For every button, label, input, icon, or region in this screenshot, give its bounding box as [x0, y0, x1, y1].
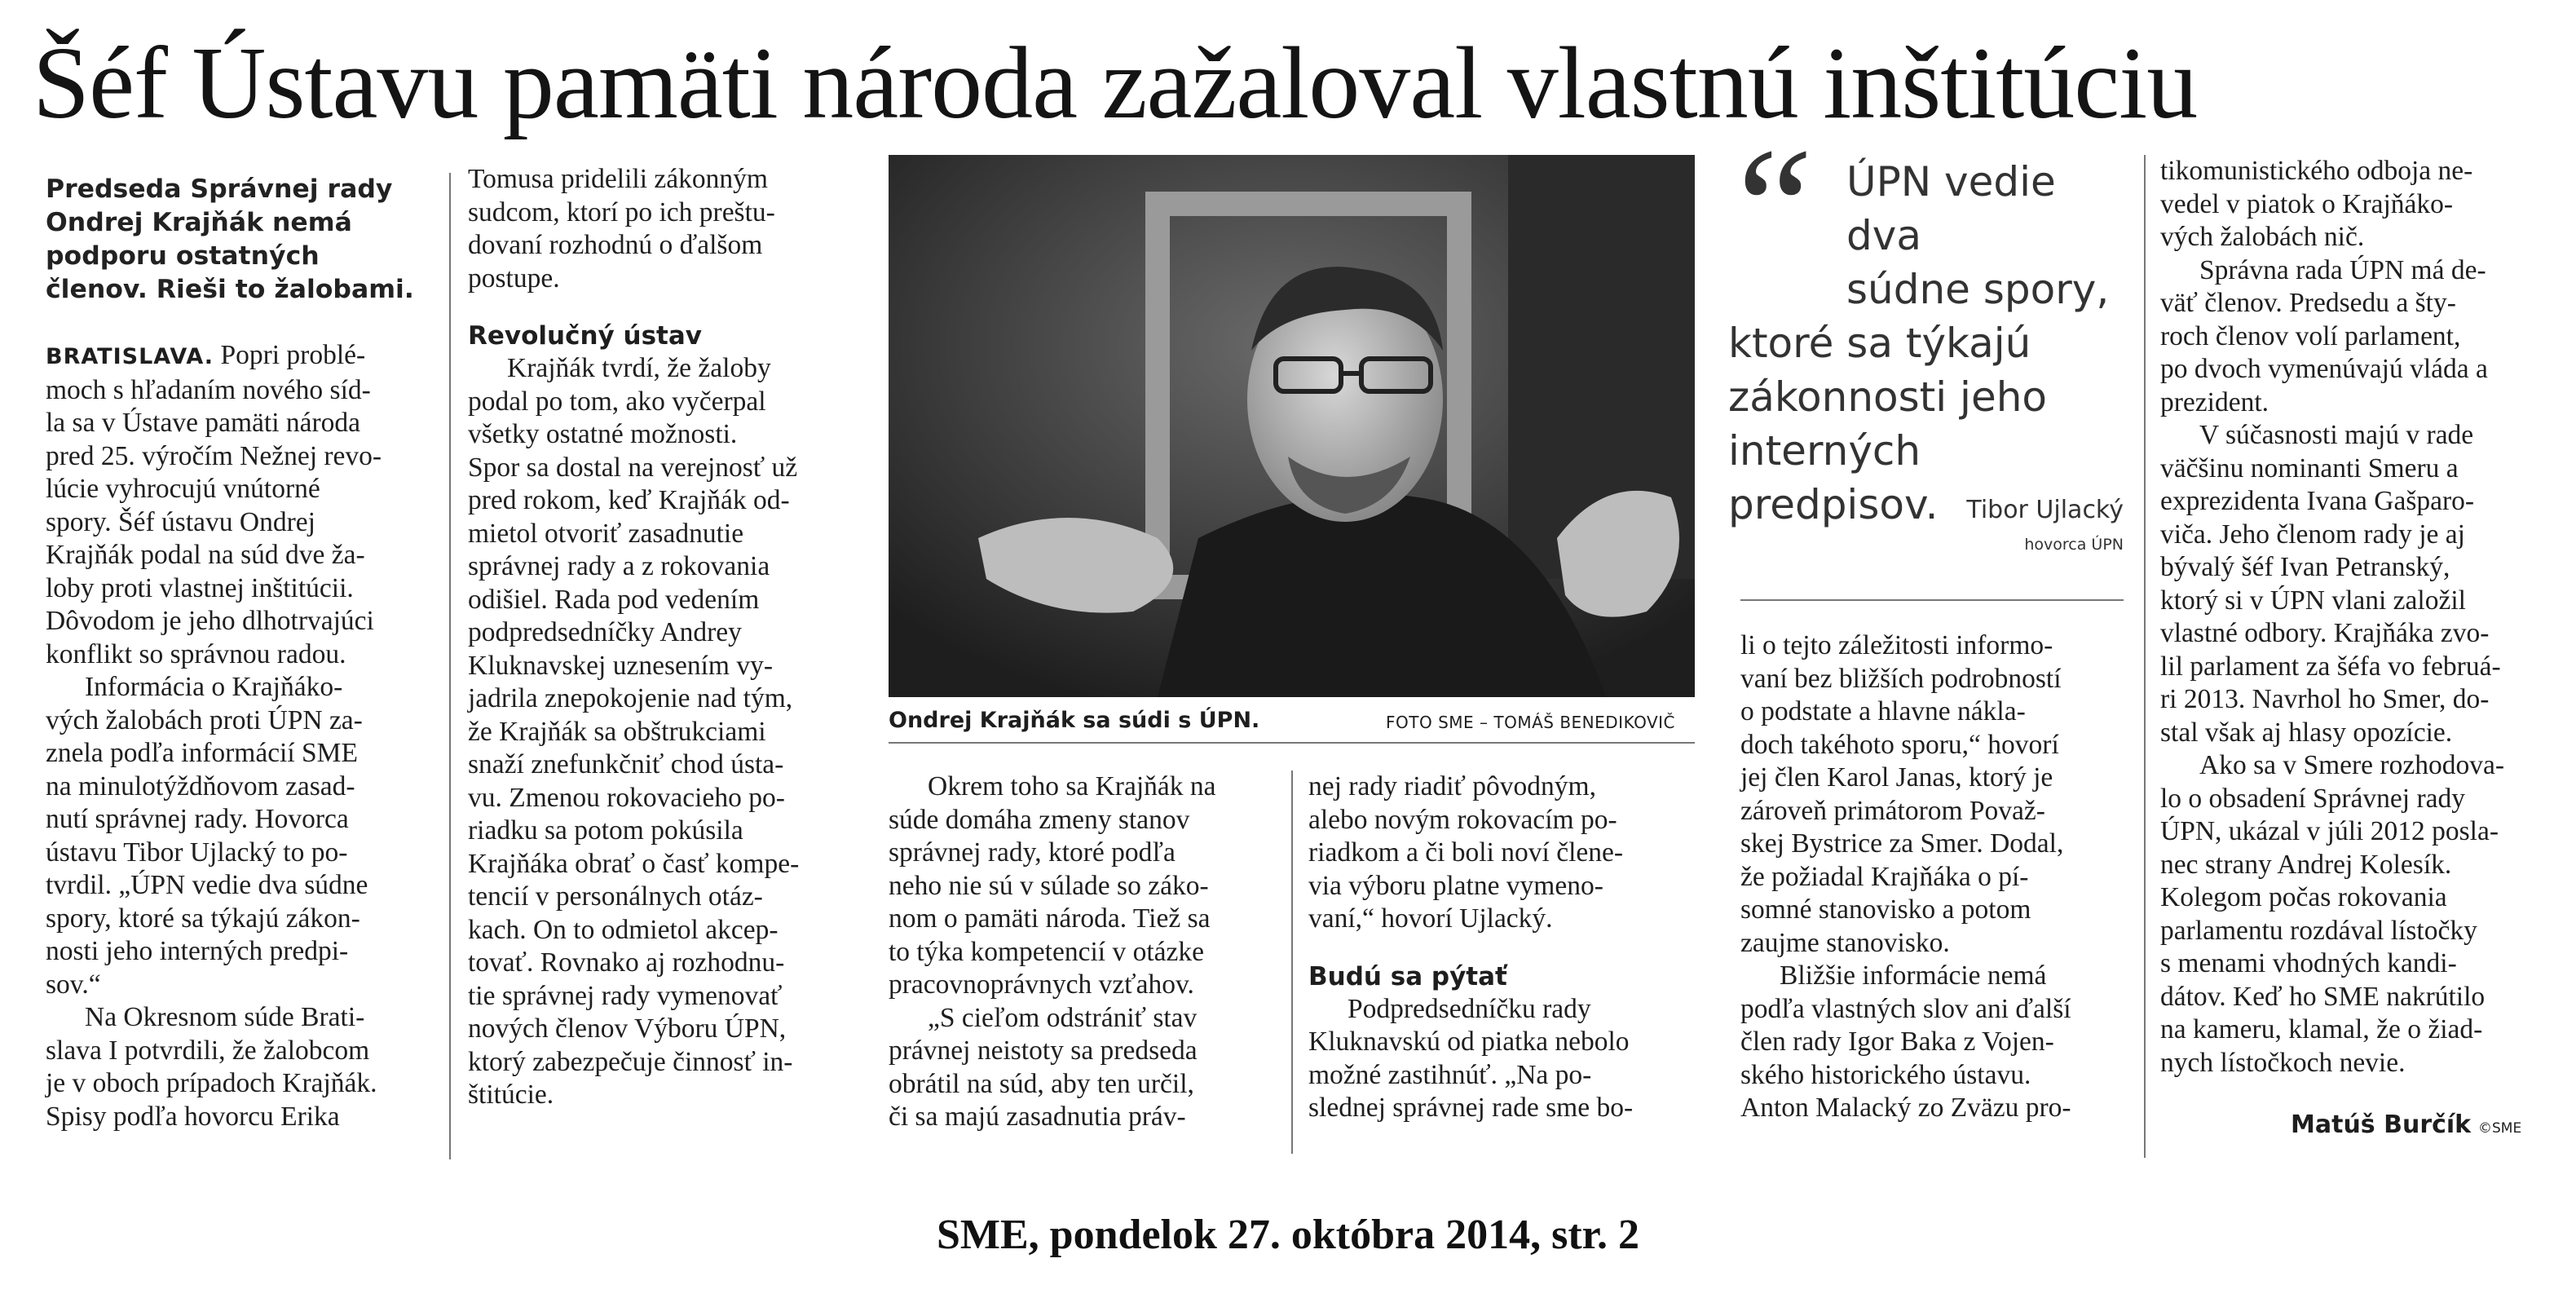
column-divider: [449, 173, 451, 1159]
text-line: „S cieľom odstrániť stav: [928, 1002, 1198, 1033]
copyright: ©SME: [2478, 1120, 2522, 1137]
text-line: možné zastihnúť. „Na po-: [1308, 1059, 1592, 1090]
text-line: Podpredsedníčku rady: [1348, 993, 1591, 1024]
photo-caption: Ondrej Krajňák sa súdi s ÚPN.: [889, 708, 1260, 733]
text-line: na minulotýždňovom zasad-: [46, 771, 355, 801]
text-line: vaní,“ hovorí Ujlacký.: [1308, 903, 1553, 934]
text-line: Krajňák podal na súd dve ža-: [46, 540, 365, 570]
col1-para2-rest: [46, 704, 429, 1002]
text-line: podľa vlastných slov ani ďalší: [1740, 993, 2071, 1024]
text-line: pred 25. výročím Nežnej revo-: [46, 440, 382, 471]
text-line: právnej neistoty sa predseda: [889, 1035, 1198, 1066]
col4-para2: [1308, 993, 1696, 1125]
text-line: via výboru platne vymeno-: [1308, 870, 1603, 901]
text-line: Krajňák tvrdí, že žaloby: [507, 353, 771, 383]
text-line: Na Okresnom súde Brati-: [85, 1002, 365, 1032]
lede-line: Ondrej Krajňák nemá: [46, 208, 352, 237]
col6-para4: [2160, 749, 2547, 1080]
quote-mark-icon: “: [1720, 113, 1815, 302]
text-line: ústavu Tibor Ujlacký to po-: [46, 837, 348, 868]
text-line: V súčasnosti majú v rade: [2199, 420, 2474, 450]
text-line: zaujme stanovisko.: [1740, 927, 1950, 958]
dateline: BRATISLAVA.: [46, 344, 214, 369]
text-line: Kluknavskej uznesením vy-: [468, 650, 773, 681]
text-line: ského historického ústavu.: [1740, 1059, 2031, 1090]
text-line: tencií v personálnych otáz-: [468, 881, 763, 912]
text-line: prezident.: [2160, 386, 2269, 417]
text-line: vaní bez bližších podrobností: [1740, 663, 2062, 694]
column-1: [46, 173, 429, 1133]
col1-para2: [46, 671, 429, 704]
text-line: dátov. Keď ho SME nakrútilo: [2160, 981, 2486, 1012]
column-6: [2160, 155, 2547, 1080]
text-line: stal však aj hlasy opozície.: [2160, 717, 2453, 748]
author-byline: Matúš Burčík: [2291, 1111, 2472, 1139]
text-line: vu. Zmenou rokovacieho po-: [468, 782, 785, 813]
text-line: sov.“: [46, 969, 101, 1000]
caption-rule: [889, 742, 1695, 744]
text-line: po dvoch vymenúvajú vláda a: [2160, 354, 2488, 384]
text-line: spory. Šéf ústavu Ondrej: [46, 506, 315, 537]
subhead-revolucny-ustav: Revolučný ústav: [468, 321, 703, 351]
text-line: Ako sa v Smere rozhodova-: [2199, 750, 2504, 780]
text-line: Kluknavskú od piatka nebolo: [1308, 1027, 1630, 1057]
text-line: slednej správnej rade sme bo-: [1308, 1093, 1634, 1123]
text-line: lo o obsadení Správnej rady: [2160, 783, 2465, 814]
text-line: Anton Malacký zo Zväzu pro-: [1740, 1093, 2071, 1123]
quote-line: ktoré sa týkajú: [1728, 320, 2031, 367]
text-line: Bližšie informácie nemá: [1780, 960, 2047, 991]
text-line: tovať. Rovnako aj rozhodnu-: [468, 947, 785, 978]
portrait-image: [889, 155, 1695, 697]
col6-para1: [2160, 155, 2547, 254]
text-line: znela podľa informácií SME: [46, 738, 358, 768]
text-line: správnej rady, ktoré podľa: [889, 837, 1176, 868]
text-line: podal po tom, ako vyčerpal: [468, 386, 766, 417]
text-line: nec strany Andrej Kolesík.: [2160, 849, 2452, 880]
text-line: nych lístočkoch nevie.: [2160, 1047, 2406, 1078]
text-line: správnej rady a z rokovania: [468, 551, 770, 581]
text-line: podpredsedníčky Andrey: [468, 617, 742, 647]
text-line: exprezidenta Ivana Gašparo-: [2160, 486, 2475, 516]
text-line: s menami vhodných kandi-: [2160, 948, 2457, 978]
text-line: vlastné odbory. Krajňáka zvo-: [2160, 618, 2490, 648]
column-2: [468, 163, 866, 1112]
text-line: sudcom, ktorí po ich preštu-: [468, 196, 775, 227]
text-line: je v oboch prípadoch Krajňák.: [46, 1068, 377, 1098]
col5-para2: [1740, 960, 2128, 1125]
text-line: či sa majú zasadnutia práv-: [889, 1102, 1186, 1132]
quote-line: zákonnosti jeho: [1728, 373, 2047, 421]
column-5: [1740, 629, 2128, 1125]
col6-para3: [2160, 419, 2547, 749]
text-line: slava I potvrdili, že žalobcom: [46, 1035, 370, 1066]
text-line: loby proti vlastnej inštitúcii.: [46, 572, 354, 603]
lede: [46, 173, 429, 307]
quote-author: Tibor Ujlacký: [1966, 496, 2124, 524]
text-line: dovaní rozhodnú o ďalšom: [468, 230, 763, 260]
lede-line: podporu ostatných: [46, 241, 320, 271]
text-line: parlamentu rozdával lístočky: [2160, 915, 2477, 946]
text-line: pracovnoprávnych vzťahov.: [889, 969, 1194, 1000]
text-line: tvrdil. „ÚPN vedie dva súdne: [46, 870, 368, 900]
text-line: li o tejto záležitosti informo-: [1740, 630, 2053, 660]
text-line: skej Bystrice za Smer. Dodal,: [1740, 828, 2064, 859]
text-line: nutí správnej rady. Hovorca: [46, 804, 349, 834]
text-line: vedel v piatok o Krajňáko-: [2160, 188, 2454, 219]
text-line: to týka kompetencií v otázke: [889, 936, 1204, 967]
text-line: ktorý zabezpečuje činnosť in-: [468, 1046, 793, 1077]
text-line: Kolegom počas rokovania: [2160, 882, 2447, 912]
text-line: na kameru, klamal, že o žiad-: [2160, 1014, 2483, 1044]
text-line: Krajňáka obrať o časť kompe-: [468, 848, 800, 879]
headline: Šéf Ústavu pamäti národa zažaloval vlastnú inštitúciu: [33, 27, 2198, 140]
text-line: jadrila znepokojenie nad tým,: [468, 683, 793, 713]
text-line: riadku sa potom pokúsila: [468, 815, 743, 846]
quote-line: ÚPN vedie dva: [1846, 158, 2056, 259]
quote-line: súdne spory,: [1846, 266, 2110, 313]
text-line: vých žalobách nič.: [2160, 222, 2365, 252]
column-3: [889, 771, 1280, 1134]
text-line: súde domáha zmeny stanov: [889, 804, 1190, 835]
text-line: nosti jeho interných predpi-: [46, 936, 349, 966]
lede-line: členov. Rieši to žalobami.: [46, 275, 414, 304]
col1-para3: [46, 1001, 429, 1035]
text-line: Spisy podľa hovorcu Erika: [46, 1101, 340, 1132]
text-line: roch členov volí parlament,: [2160, 320, 2461, 351]
text-line: Správna rada ÚPN má de-: [2199, 254, 2486, 285]
text-line: ktorý si v ÚPN vlani založil: [2160, 585, 2466, 616]
text-line: neho nie sú v súlade so záko-: [889, 870, 1209, 901]
text-line: obrátil na súd, aby ten určil,: [889, 1068, 1194, 1099]
subhead-budu-sa-pytat: Budú sa pýtať: [1308, 961, 1507, 991]
quote-line: predpisov.: [1728, 481, 1939, 528]
text-line: Informácia o Krajňáko-: [85, 672, 343, 702]
quote-author-role: hovorca ÚPN: [2024, 536, 2124, 554]
col4-para1: [1308, 771, 1696, 936]
text-line: tie správnej rady vymenovať: [468, 980, 783, 1011]
col1-para1: [46, 339, 429, 671]
text-line: spory, ktoré sa týkajú zákon-: [46, 903, 360, 934]
text-line: postupe.: [468, 263, 560, 294]
text-line: o podstate a hlavne nákla-: [1740, 696, 2026, 726]
text-line: že Krajňák sa obštrukciami: [468, 716, 766, 747]
column-divider: [1291, 771, 1293, 1154]
text-line: jej člen Karol Janas, ktorý je: [1740, 762, 2053, 793]
col6-para2: [2160, 254, 2547, 420]
text-line: bývalý šéf Ivan Petranský,: [2160, 552, 2450, 582]
col2-para1: [468, 163, 866, 295]
text-line: kach. On to odmietol akcep-: [468, 914, 779, 945]
text-line: snaží znefunkčniť chod ústa-: [468, 749, 784, 779]
text-line: Tomusa pridelili zákonným: [468, 164, 768, 194]
text-line: Dôvodom je jeho dlhotrvajúci: [46, 606, 374, 636]
text-line: že požiadal Krajňáka o pí-: [1740, 861, 2029, 892]
text-line: lúcie vyhrocujú vnútorné: [46, 474, 320, 504]
text-line: Okrem toho sa Krajňák na: [928, 771, 1216, 801]
pull-quote-rule: [1740, 599, 2124, 601]
col1-para3-rest: [46, 1035, 429, 1134]
quote-line: interných: [1728, 427, 1921, 475]
text-line: Spor sa dostal na verejnosť už: [468, 452, 798, 483]
text-line: doch takéhoto sporu,“ hovorí: [1740, 729, 2059, 760]
photo-credit: FOTO SME – TOMÁŠ BENEDIKOVIČ: [1386, 713, 1676, 732]
text-line: pred rokom, keď Krajňák od-: [468, 485, 790, 515]
text-line: moch s hľadaním nového síd-: [46, 374, 371, 405]
text-line: ri 2013. Navrhol ho Smer, do-: [2160, 684, 2490, 714]
text-line: konflikt so správnou radou.: [46, 638, 346, 669]
text-line: Popri problé-: [214, 340, 366, 370]
text-line: lil parlament za šéfa vo februá-: [2160, 651, 2501, 682]
text-line: tikomunistického odboja ne-: [2160, 156, 2473, 186]
text-line: riadkom a či boli noví člene-: [1308, 837, 1624, 868]
lede-line: Predseda Správnej rady: [46, 174, 393, 204]
column-4: [1308, 771, 1696, 1125]
text-line: člen rady Igor Baka z Vojen-: [1740, 1027, 2054, 1057]
col5-para1: [1740, 629, 2128, 960]
text-line: ÚPN, ukázal v júli 2012 posla-: [2160, 816, 2499, 846]
col3-para2: [889, 1002, 1280, 1134]
article-photo: [889, 155, 1695, 697]
text-line: štitúcie.: [468, 1080, 554, 1110]
text-line: la sa v Ústave pamäti národa: [46, 408, 361, 438]
col2-para2: [468, 352, 866, 1112]
text-line: zároveň primátorom Považ-: [1740, 795, 2045, 826]
text-line: všetky ostatné možnosti.: [468, 419, 738, 449]
text-line: odišiel. Rada pod vedením: [468, 584, 760, 615]
col3-para1: [889, 771, 1280, 1002]
text-line: mietol otvoriť zasadnutie: [468, 518, 744, 549]
text-line: alebo novým rokovacím po-: [1308, 804, 1617, 835]
text-line: nových členov Výboru ÚPN,: [468, 1013, 787, 1044]
text-line: väť členov. Predsedu a šty-: [2160, 288, 2456, 318]
text-line: väčšinu nominanti Smeru a: [2160, 453, 2459, 484]
text-line: nej rady riadiť pôvodným,: [1308, 771, 1596, 801]
text-line: nom o pamäti národa. Tiež sa: [889, 903, 1211, 934]
pull-quote: [1720, 113, 2136, 532]
text-line: somné stanovisko a potom: [1740, 894, 2031, 925]
column-divider: [2144, 155, 2146, 1158]
text-line: viča. Jeho členom rady je aj: [2160, 519, 2465, 550]
source-line: SME, pondelok 27. októbra 2014, str. 2: [937, 1212, 1639, 1258]
text-line: vých žalobách proti ÚPN za-: [46, 704, 363, 735]
